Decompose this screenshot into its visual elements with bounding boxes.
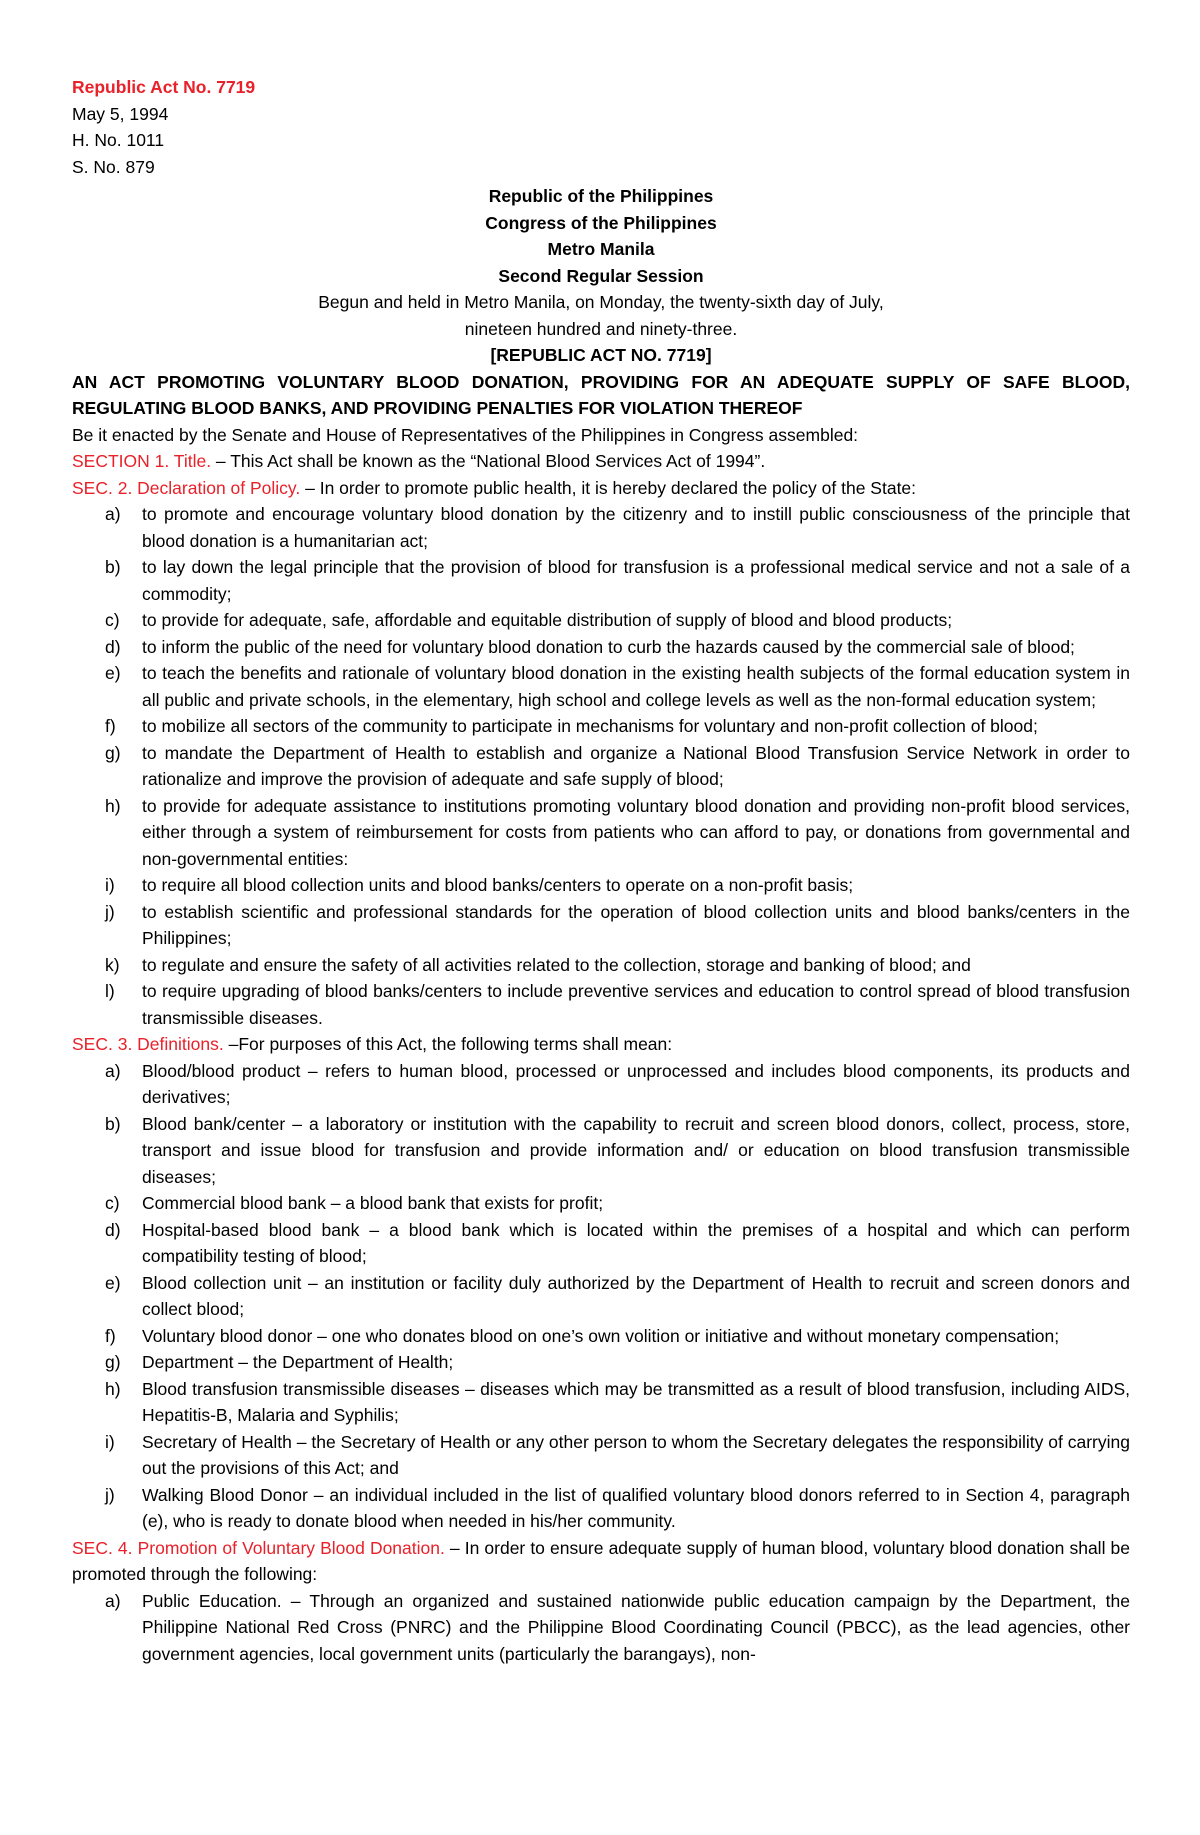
section-4 — [72, 1535, 1130, 1588]
list-item-text: Blood bank/center – a laboratory or institution with the capability to recruit and screen blood donors, collect, process, store, transport and issue blood for transfusion and provide information and/ or education on blood transfusion transmissible diseases; — [142, 1113, 1130, 1187]
list-item-label: d) — [105, 1219, 121, 1240]
list-item-text: to establish scientific and professional standards for the operation of blood collection units and blood banks/centers in the Philippines; — [142, 901, 1130, 948]
list-item-text: to provide for adequate, safe, affordable and equitable distribution of supply of blood and blood products; — [142, 610, 953, 630]
list-item — [72, 1190, 1130, 1217]
list-item-label: g) — [105, 1352, 121, 1372]
list-item — [72, 713, 1130, 740]
list-item-text: to provide for adequate assistance to institutions promoting voluntary blood donation and providing non-profit blood services, either through a system of reimbursement for costs from patients who can afford to pay, or donations from governmental and non-governmental entities: — [142, 795, 1130, 869]
section-4-list — [72, 1588, 1130, 1668]
act-title: AN ACT PROMOTING VOLUNTARY BLOOD DONATION, PROVIDING FOR AN ADEQUATE SUPPLY OF SAFE BLOOD, REGULATING BLOOD BANKS, AND PROVIDING PENALTIES FOR VIOLATION THEREOF — [72, 371, 1130, 418]
section-4-text: – In order to ensure adequate supply of human blood, voluntary blood donation shall be promoted through the following: — [72, 1537, 1130, 1584]
list-item — [72, 793, 1130, 873]
list-item-text: Walking Blood Donor – an individual included in the list of qualified voluntary blood donors referred to in Section 4, paragraph (e), who is ready to donate blood when needed in his/her community. — [142, 1484, 1130, 1531]
heading-republic: Republic of the Philippines — [488, 186, 714, 206]
section-2-list — [72, 501, 1130, 1031]
list-item — [72, 872, 1130, 899]
section-3-list — [72, 1058, 1130, 1535]
list-item — [72, 1270, 1130, 1323]
list-item — [72, 634, 1130, 661]
list-item — [72, 1217, 1130, 1270]
act-number: Republic Act No. 7719 — [72, 77, 256, 97]
list-item — [72, 1588, 1130, 1668]
list-item-text: to lay down the legal principle that the provision of blood for transfusion is a professional medical service and not a sale of a commodity; — [142, 557, 1130, 604]
list-item-label: f) — [105, 716, 116, 736]
heading-session: Second Regular Session — [498, 265, 704, 286]
list-item-label: b) — [105, 1113, 121, 1134]
section-2 — [72, 475, 1130, 502]
heading-begun-line1: Begun and held in Metro Manila, on Monday, the twenty-sixth day of July, — [318, 292, 884, 312]
section-1 — [72, 448, 1130, 475]
list-item-label: k) — [105, 954, 120, 975]
section-3-text: –For purposes of this Act, the following terms shall mean: — [223, 1034, 673, 1054]
senate-bill-number: S. No. 879 — [72, 156, 155, 177]
heading-block — [72, 183, 1130, 448]
list-item-text: Secretary of Health – the Secretary of Health or any other person to whom the Secretary delegates the responsibility of carrying out the provisions of this Act; and — [142, 1431, 1130, 1478]
heading-bracket-title: [REPUBLIC ACT NO. 7719] — [490, 345, 712, 365]
list-item-text: to mobilize all sectors of the community to participate in mechanisms for voluntary and non-profit collection of blood; — [142, 716, 1038, 736]
list-item-label: e) — [105, 1272, 121, 1293]
list-item — [72, 1349, 1130, 1376]
list-item-label: i) — [105, 1431, 115, 1452]
list-item — [72, 554, 1130, 607]
list-item — [72, 1482, 1130, 1535]
list-item-label: g) — [105, 742, 121, 763]
list-item-label: i) — [105, 875, 115, 895]
section-1-text: – This Act shall be known as the “National Blood Services Act of 1994”. — [211, 451, 766, 471]
list-item-text: Voluntary blood donor – one who donates blood on one’s own volition or initiative and without monetary compensation; — [142, 1325, 1060, 1346]
list-item-text: to require upgrading of blood banks/centers to include preventive services and education to control spread of blood transfusion transmissible diseases. — [142, 981, 1130, 1028]
list-item — [72, 1376, 1130, 1429]
list-item-text: to teach the benefits and rationale of voluntary blood donation in the existing health subjects of the formal education system in all public and private schools, in the elementary, high school and college levels as well as the non-formal education system; — [142, 663, 1130, 710]
heading-location: Metro Manila — [547, 239, 655, 259]
list-item-label: l) — [105, 981, 115, 1001]
list-item-text: Blood transfusion transmissible diseases – diseases which may be transmitted as a result of blood transfusion, including AIDS, Hepatitis-B, Malaria and Syphilis; — [142, 1378, 1130, 1425]
list-item-text: to inform the public of the need for voluntary blood donation to curb the hazards caused by the commercial sale of blood; — [142, 636, 1075, 657]
list-item-label: d) — [105, 636, 121, 657]
list-item-label: j) — [105, 1484, 115, 1505]
house-bill-number: H. No. 1011 — [72, 130, 165, 150]
list-item-label: c) — [105, 1193, 120, 1213]
list-item-text: to regulate and ensure the safety of all activities related to the collection, storage and banking of blood; and — [142, 954, 971, 975]
heading-congress: Congress of the Philippines — [485, 212, 717, 233]
section-2-text: – In order to promote public health, it is hereby declared the policy of the State: — [300, 477, 917, 498]
list-item-label: a) — [105, 1590, 121, 1611]
list-item-text: Public Education. – Through an organized and sustained nationwide public education campaign by the Department, the Philippine National Red Cross (PNRC) and the Philippine Blood Coordinating Council (PBCC), as the lead agencies, other government agencies, local government units (particularly the barangays), non- — [142, 1590, 1130, 1664]
list-item — [72, 501, 1130, 554]
list-item-label: j) — [105, 901, 115, 922]
list-item — [72, 978, 1130, 1031]
section-4-label: SEC. 4. Promotion of Voluntary Blood Donation. — [72, 1537, 445, 1558]
list-item — [72, 899, 1130, 952]
list-item-label: a) — [105, 504, 121, 524]
heading-begun-line2: nineteen hundred and ninety-three. — [464, 318, 738, 339]
list-item — [72, 952, 1130, 979]
list-item — [72, 740, 1130, 793]
list-item-text: to mandate the Department of Health to establish and organize a National Blood Transfusion Service Network in order to rationalize and improve the provision of adequate and safe supply of blood; — [142, 742, 1130, 789]
list-item-label: h) — [105, 1378, 121, 1399]
act-date: May 5, 1994 — [72, 103, 169, 124]
list-item-text: to promote and encourage voluntary blood donation by the citizenry and to instill public consciousness of the principle that blood donation is a humanitarian act; — [142, 504, 1130, 551]
list-item-label: e) — [105, 663, 121, 683]
list-item — [72, 1058, 1130, 1111]
section-3-label: SEC. 3. Definitions. — [72, 1034, 224, 1054]
list-item-text: Hospital-based blood bank – a blood bank which is located within the premises of a hospital and which can perform compatibility testing of blood; — [142, 1219, 1130, 1266]
list-item-text: Commercial blood bank – a blood bank that exists for profit; — [142, 1193, 604, 1213]
list-item-text: Blood/blood product – refers to human blood, processed or unprocessed and includes blood components, its products and derivatives; — [142, 1060, 1130, 1107]
enacting-clause: Be it enacted by the Senate and House of Representatives of the Philippines in Congress assembled: — [72, 424, 859, 445]
list-item-text: Department – the Department of Health; — [142, 1352, 454, 1372]
list-item — [72, 1429, 1130, 1482]
list-item-label: b) — [105, 557, 121, 577]
list-item — [72, 607, 1130, 634]
list-item-text: to require all blood collection units and blood banks/centers to operate on a non-profit basis; — [142, 875, 854, 895]
list-item-text: Blood collection unit – an institution or facility duly authorized by the Department of Health to recruit and screen donors and collect blood; — [142, 1272, 1130, 1319]
list-item-label: a) — [105, 1060, 121, 1081]
list-item-label: f) — [105, 1325, 116, 1346]
section-1-label: SECTION 1. Title. — [72, 451, 212, 471]
list-item-label: h) — [105, 795, 121, 816]
list-item — [72, 1111, 1130, 1191]
list-item — [72, 1323, 1130, 1350]
list-item-label: c) — [105, 610, 120, 630]
section-3 — [72, 1031, 1130, 1058]
list-item — [72, 660, 1130, 713]
section-2-label: SEC. 2. Declaration of Policy. — [72, 477, 301, 498]
